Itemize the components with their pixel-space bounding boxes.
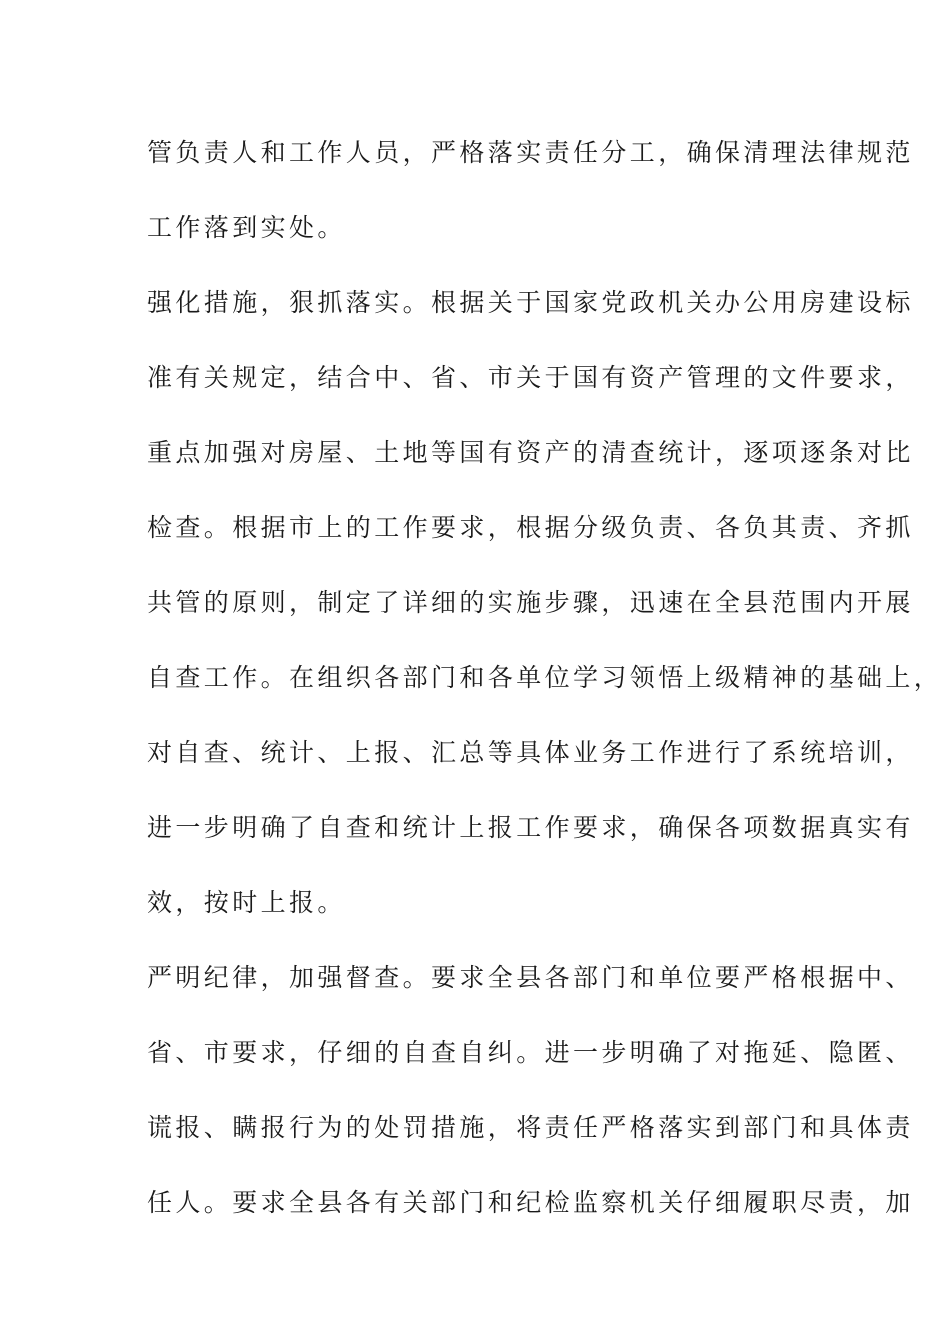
text-line: 省、市要求，仔细的自查自纠。进一步明确了对拖延、隐匿、 (147, 1038, 914, 1067)
text-line: 对自查、统计、上报、汇总等具体业务工作进行了系统培训， (147, 738, 914, 767)
text-line: 管负责人和工作人员，严格落实责任分工，确保清理法律规范 (147, 138, 914, 167)
text-line: 工作落到实处。 (147, 213, 346, 242)
text-line: 自查工作。在组织各部门和各单位学习领悟上级精神的基础上， (147, 663, 943, 692)
text-line: 重点加强对房屋、土地等国有资产的清查统计，逐项逐条对比 (147, 438, 914, 467)
text-line: 进一步明确了自查和统计上报工作要求，确保各项数据真实有 (147, 813, 914, 842)
paragraph-heading-line: 强化措施，狠抓落实。根据关于国家党政机关办公用房建设标 (147, 288, 914, 317)
text-line: 共管的原则，制定了详细的实施步骤，迅速在全县范围内开展 (147, 588, 914, 617)
text-line: 谎报、瞒报行为的处罚措施，将责任严格落实到部门和具体责 (147, 1113, 914, 1142)
text-line: 检查。根据市上的工作要求，根据分级负责、各负其责、齐抓 (147, 513, 914, 542)
text-line: 任人。要求全县各有关部门和纪检监察机关仔细履职尽责，加 (147, 1188, 914, 1217)
text-line: 效，按时上报。 (147, 888, 346, 917)
paragraph-heading-line: 严明纪律，加强督查。要求全县各部门和单位要严格根据中、 (147, 963, 914, 992)
text-line: 准有关规定，结合中、省、市关于国有资产管理的文件要求， (147, 363, 914, 392)
